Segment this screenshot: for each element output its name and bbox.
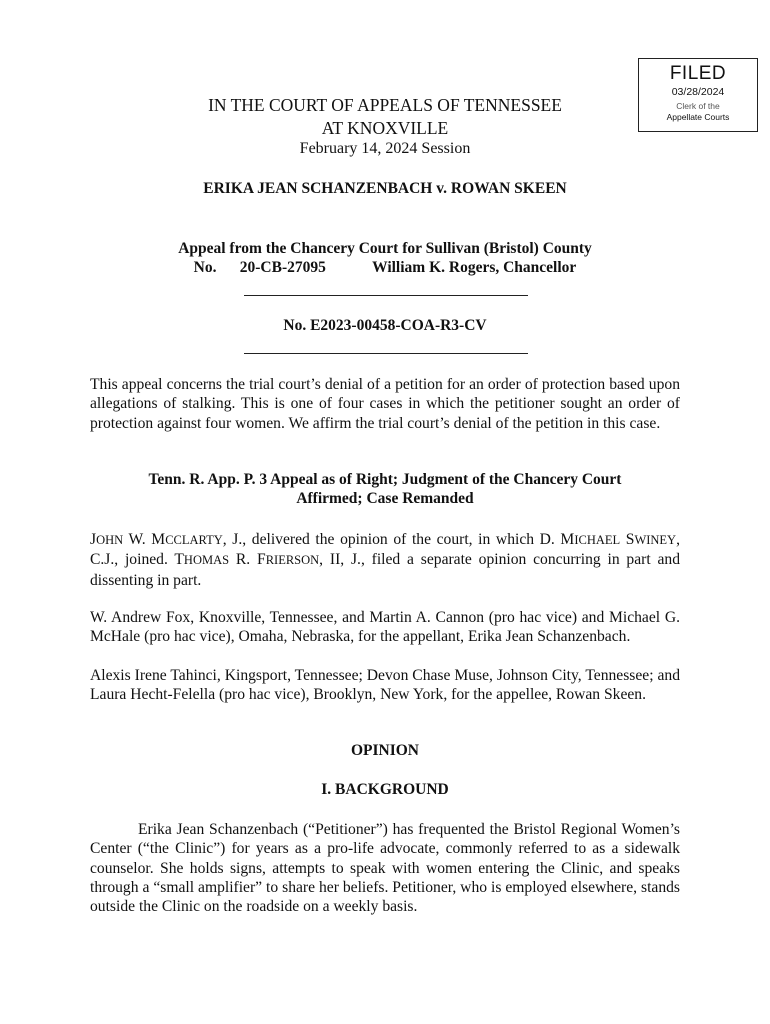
author-middle: W. M xyxy=(123,531,166,548)
appellant-counsel: W. Andrew Fox, Knoxville, Tennessee, and Martin A. Cannon (pro hac vice) and Michael G. McHale (pro hac vice), Omaha, Nebraska, for the appellant, Erika Jean Schanzenbach. xyxy=(90,609,680,646)
disposition-line-2: Affirmed; Case Remanded xyxy=(296,490,474,507)
court-name: IN THE COURT OF APPEALS OF TENNESSEE xyxy=(208,95,562,115)
authorship-text-5: , II, J., filed a separate opinion concurring in part and dissenting in part. xyxy=(90,551,680,589)
docket-number: No. E2023-00458-COA-R3-CV xyxy=(283,317,487,334)
stamp-courts-line: Appellate Courts xyxy=(666,112,730,122)
case-title: ERIKA JEAN SCHANZENBACH v. ROWAN SKEEN xyxy=(203,180,567,197)
trial-judge: William K. Rogers, Chancellor xyxy=(372,259,577,276)
opinion-heading: OPINION xyxy=(350,742,420,759)
court-location: AT KNOXVILLE xyxy=(321,118,449,138)
trial-no-label: No. xyxy=(193,259,217,276)
judge2-last-name: WINEY xyxy=(634,533,677,547)
authorship-text-3: , C.J., joined. T xyxy=(90,531,680,569)
authorship-text-1: , J., delivered the opinion of the court, in which D. M xyxy=(222,531,575,548)
stamp-date: 03/28/2024 xyxy=(671,86,725,98)
author-initial: J xyxy=(90,531,97,548)
authorship-text-4: R. F xyxy=(229,551,266,569)
background-paragraph: Erika Jean Schanzenbach (“Petitioner”) has frequented the Bristol Regional Women’s Center (“the Clinic”) for years as a pro-life advocate, commonly referred to as a sidewalk counselor. She holds signs, attempts to speak with women entering the Clinic, and speaks through a “small amplifier” to share her beliefs. Petitioner, who is employed elsewhere, stands outside the Clinic on the roadside on a weekly basis. xyxy=(90,821,680,916)
disposition-line-1: Tenn. R. App. P. 3 Appeal as of Right; Judgment of the Chancery Court xyxy=(148,471,622,488)
appeal-origin: Appeal from the Chancery Court for Sullivan (Bristol) County xyxy=(178,240,592,257)
bottom-rule xyxy=(244,353,528,354)
judge2-first-name: ICHAEL xyxy=(574,533,621,547)
session-date: February 14, 2024 Session xyxy=(299,140,471,157)
section-heading: I. BACKGROUND xyxy=(321,781,449,798)
stamp-clerk-line: Clerk of the xyxy=(676,101,720,111)
author-last-name: CLARTY xyxy=(173,533,223,547)
author-first-name: OHN xyxy=(96,533,124,547)
authorship-paragraph xyxy=(90,530,680,590)
authorship-text-2: S xyxy=(620,531,635,548)
trial-number: 20-CB-27095 xyxy=(239,259,326,276)
judge3-first-name: HOMAS xyxy=(183,553,230,568)
author-last-prefix: C xyxy=(165,533,174,547)
summary-paragraph: This appeal concerns the trial court’s denial of a petition for an order of protection based upon allegations of stalking. This is one of four cases in which the petitioner sought an order of protection against four women. We affirm the trial court’s denial of the petition in this case. xyxy=(90,376,680,432)
trial-info xyxy=(0,259,770,277)
judge3-last-name: RIERSON xyxy=(265,553,320,568)
top-rule xyxy=(244,295,528,296)
stamp-title: FILED xyxy=(669,63,727,84)
appellee-counsel: Alexis Irene Tahinci, Kingsport, Tennessee; Devon Chase Muse, Johnson City, Tennessee; and Laura Hecht-Felella (pro hac vice), Brooklyn, New York, for the appellee, Rowan Skeen. xyxy=(90,667,680,704)
